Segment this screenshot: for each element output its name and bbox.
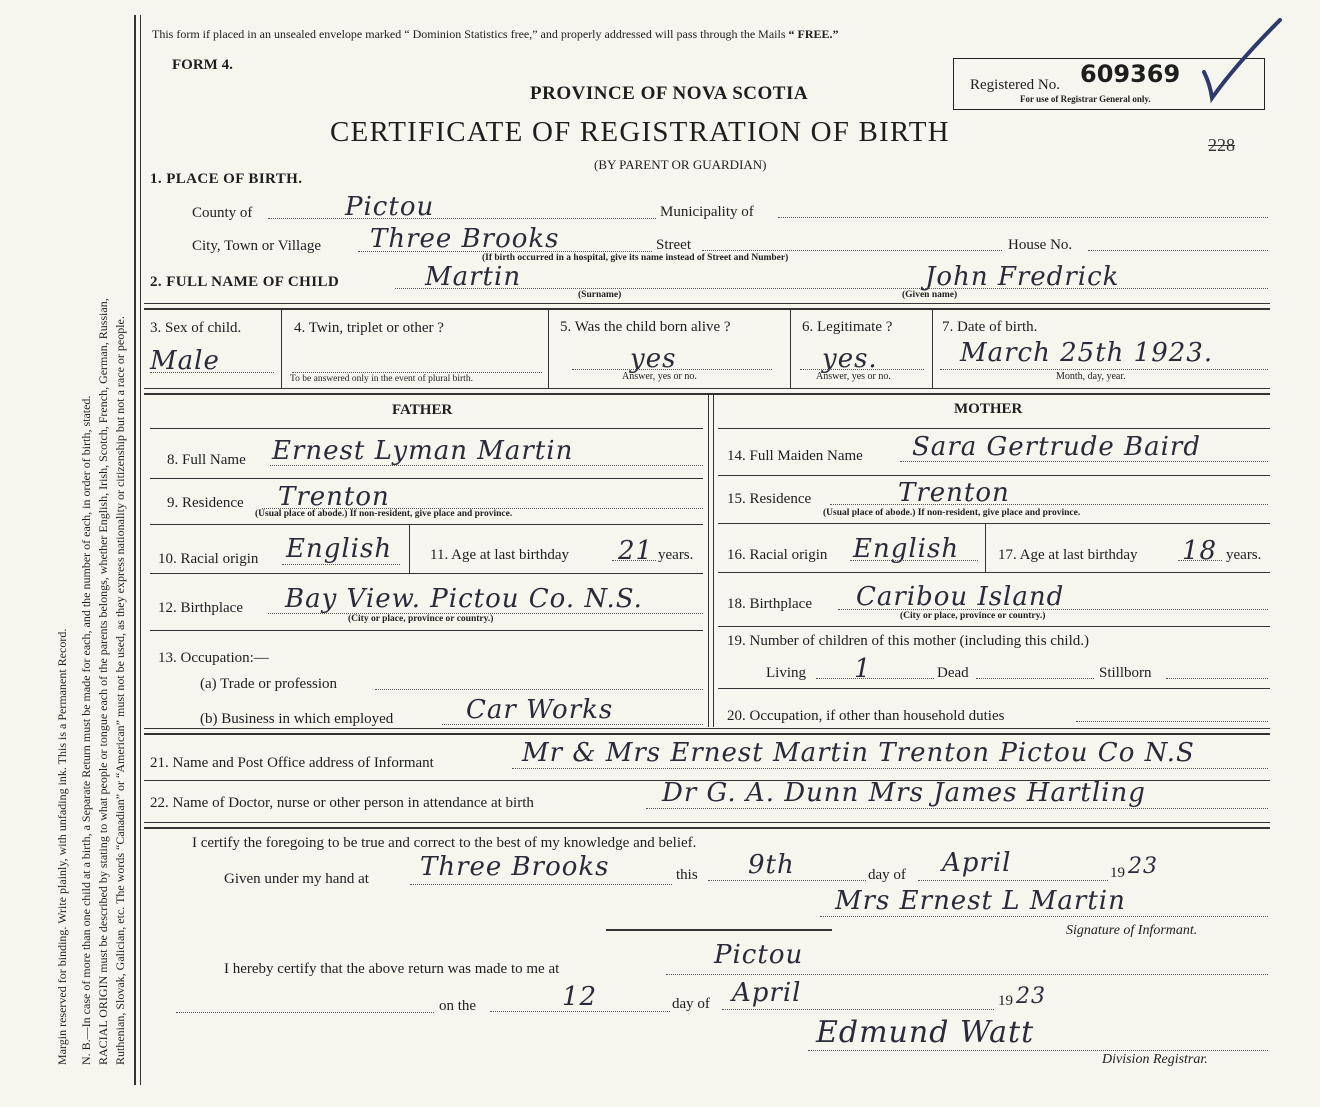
registrar-statement: I hereby certify that the above return was made to me at: [224, 961, 560, 977]
mother-residence-label: 15. Residence: [727, 491, 812, 507]
registrar-year-prefix: 19: [998, 993, 1013, 1009]
registrar-day: 12: [562, 982, 598, 1012]
mother-name: Sara Gertrude Baird: [912, 432, 1202, 462]
father-birthplace: Bay View. Pictou Co. N.S.: [285, 584, 643, 614]
legitimate-caption: Answer, yes or no.: [816, 371, 891, 382]
mother-residence-caption: (Usual place of abode.) If non-resident, give place and province.: [823, 508, 1081, 518]
mother-residence: Trenton: [898, 478, 1010, 508]
mother-name-label: 14. Full Maiden Name: [727, 448, 863, 464]
struck-number: 228: [1208, 135, 1235, 155]
certify-year-prefix: 19: [1110, 865, 1125, 881]
side-note-4: Ruthenian, Slovak, Galician, etc. The words “Canadian” or “American” must not be used, as they express nationality or citizenship but not a race or people.: [113, 316, 127, 1065]
father-name: Ernest Lyman Martin: [272, 436, 574, 466]
dead-label: Dead: [937, 665, 969, 681]
child-given-name: John Fredrick: [925, 262, 1120, 292]
form-number: FORM 4.: [172, 57, 233, 73]
mother-age-label: 17. Age at last birthday: [998, 547, 1138, 563]
mother-age: 18: [1182, 536, 1218, 566]
trade-label: (a) Trade or profession: [200, 676, 338, 692]
side-note-1: Margin reserved for binding. Write plainly, with unfading ink. This is a Permanent Record.: [55, 628, 69, 1065]
father-birthplace-label: 12. Birthplace: [158, 600, 243, 616]
father-name-label: 8. Full Name: [167, 452, 246, 468]
certificate-title: CERTIFICATE OF REGISTRATION OF BIRTH: [330, 116, 950, 148]
certificate-subtitle: (BY PARENT OR GUARDIAN): [594, 157, 767, 172]
given-under-label: Given under my hand at: [224, 871, 369, 887]
mother-heading: MOTHER: [954, 401, 1023, 417]
mother-years: years.: [1226, 547, 1262, 563]
municipality-label: Municipality of: [660, 204, 754, 220]
informant-signature: Mrs Ernest L Martin: [835, 886, 1126, 916]
mother-birthplace: Caribou Island: [856, 582, 1065, 612]
father-racial-label: 10. Racial origin: [158, 551, 259, 567]
business-label: (b) Business in which employed: [200, 711, 394, 727]
city-label: City, Town or Village: [192, 238, 322, 254]
child-name-label: 2. FULL NAME OF CHILD: [150, 274, 340, 290]
children-label: 19. Number of children of this mother (including this child.): [727, 633, 1090, 649]
alive-value: yes: [630, 344, 677, 374]
alive-label: 5. Was the child born alive ?: [560, 319, 731, 335]
informant-value: Mr & Mrs Ernest Martin Trenton Pictou Co N.S: [522, 738, 1195, 768]
check-mark-icon: [1196, 14, 1286, 104]
side-note-3: RACIAL ORIGIN must be described by stating to what people or tongue each of the parents belongs, whether English, Irish, Scotch, French, German, Russian,: [96, 298, 110, 1065]
given-name-caption: (Given name): [902, 290, 958, 300]
informant-signature-caption: Signature of Informant.: [1066, 923, 1198, 938]
father-residence-label: 9. Residence: [167, 495, 244, 511]
county-label: County of: [192, 205, 253, 221]
given-place: Three Brooks: [420, 852, 610, 882]
living-value: 1: [854, 654, 872, 684]
left-border: [134, 15, 136, 1085]
father-occupation-label: 13. Occupation:—: [158, 650, 269, 666]
legitimate-label: 6. Legitimate ?: [802, 319, 893, 335]
twin-note: To be answered only in the event of plural birth.: [290, 374, 473, 384]
doctor-value: Dr G. A. Dunn Mrs James Hartling: [662, 778, 1146, 808]
father-years: years.: [658, 547, 694, 563]
mother-racial-label: 16. Racial origin: [727, 547, 828, 563]
sex-value: Male: [150, 346, 220, 376]
province-heading: PROVINCE OF NOVA SCOTIA: [530, 83, 809, 104]
house-no-label: House No.: [1008, 237, 1073, 253]
mother-racial: English: [853, 534, 960, 564]
registrar-signature-caption: Division Registrar.: [1102, 1052, 1208, 1067]
dob-label: 7. Date of birth.: [942, 319, 1038, 335]
hospital-note: (If birth occurred in a hospital, give its name instead of Street and Number): [482, 253, 789, 263]
certify-statement: I certify the foregoing to be true and correct to the best of my knowledge and belief.: [192, 835, 697, 851]
registered-number: 609369: [1080, 60, 1181, 88]
mother-birthplace-label: 18. Birthplace: [727, 596, 812, 612]
mail-note: This form if placed in an unsealed envelope marked “ Dominion Statistics free,” and properly addressed will pass through the Mails “ FREE.”: [152, 27, 839, 41]
father-age: 21: [618, 536, 654, 566]
mother-birthplace-caption: (City or place, province or country.): [900, 611, 1046, 621]
registrar-year: 23: [1016, 984, 1046, 1009]
registrar-signature: Edmund Watt: [816, 1015, 1035, 1050]
informant-label: 21. Name and Post Office address of Informant: [150, 755, 434, 771]
child-surname: Martin: [425, 262, 522, 292]
on-the-label: on the: [439, 998, 477, 1014]
registrar-place: Pictou: [714, 940, 804, 970]
legitimate-value: yes.: [822, 344, 878, 374]
father-racial: English: [286, 534, 393, 564]
city-value: Three Brooks: [370, 224, 560, 254]
certify-day-of-label: day of: [868, 867, 906, 883]
registrar-month: April: [732, 978, 802, 1008]
father-birthplace-caption: (City or place, province or country.): [348, 614, 494, 624]
registrar-day-of-label: day of: [672, 996, 710, 1012]
this-label: this: [676, 867, 698, 883]
registrar-note: For use of Registrar General only.: [1020, 94, 1151, 104]
twin-label: 4. Twin, triplet or other ?: [294, 320, 444, 336]
certify-year: 23: [1128, 854, 1158, 879]
alive-caption: Answer, yes or no.: [622, 371, 697, 382]
certify-month: April: [942, 848, 1012, 878]
place-of-birth-heading: 1. PLACE OF BIRTH.: [150, 171, 303, 187]
sex-label: 3. Sex of child.: [150, 320, 242, 336]
dob-caption: Month, day, year.: [1056, 371, 1126, 382]
father-residence-caption: (Usual place of abode.) If non-resident, give place and province.: [255, 509, 513, 519]
left-border-inner: [140, 15, 141, 1085]
street-label: Street: [656, 237, 691, 253]
certify-day: 9th: [748, 850, 795, 880]
mother-occupation-label: 20. Occupation, if other than household duties: [727, 708, 1005, 724]
county-value: Pictou: [345, 192, 435, 222]
father-age-label: 11. Age at last birthday: [430, 547, 569, 563]
living-label: Living: [766, 665, 806, 681]
surname-caption: (Surname): [578, 290, 622, 300]
father-heading: FATHER: [392, 402, 453, 418]
registered-label: Registered No.: [970, 77, 1060, 93]
dob-value: March 25th 1923.: [960, 338, 1214, 368]
stillborn-label: Stillborn: [1099, 665, 1152, 681]
side-note-2: N. B.—In case of more than one child at a birth, a Separate Return must be made for each, and the number of each, in order of birth, stated.: [79, 395, 93, 1065]
father-residence: Trenton: [278, 482, 390, 512]
father-business: Car Works: [466, 695, 614, 725]
doctor-label: 22. Name of Doctor, nurse or other person in attendance at birth: [150, 795, 534, 811]
